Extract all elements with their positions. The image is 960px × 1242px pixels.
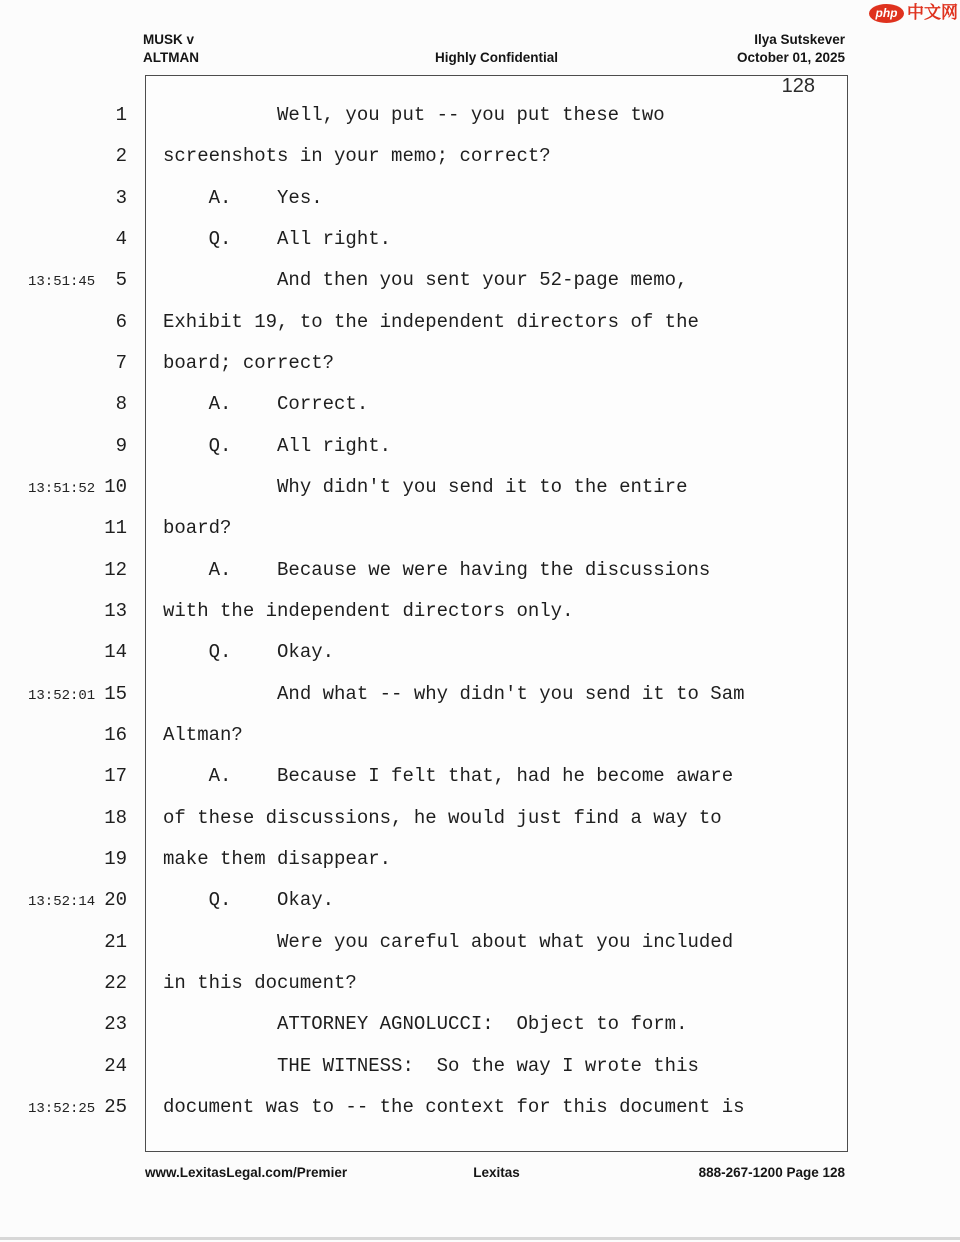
line-number: 11 [104,517,127,540]
line-text: Exhibit 19, to the independent directors of the [163,310,699,333]
transcript-line [0,967,848,1008]
line-text: document was to -- the context for this document is [163,1095,745,1118]
transcript-line [0,264,848,305]
transcript-page-number: 128 [781,75,815,97]
confidentiality-label: Highly Confidential [435,50,558,65]
transcript-line [0,182,848,223]
transcript-line [0,347,848,388]
footer-url: www.LexitasLegal.com/Premier [145,1165,348,1180]
line-text: of these discussions, he would just find a way to [163,806,722,829]
line-number: 8 [115,393,127,416]
line-text: Why didn't you send it to the entire [163,475,688,498]
line-number: 10 [104,475,127,498]
transcript-line [0,554,848,595]
line-number: 19 [104,847,127,870]
line-text: A. Because we were having the discussions [163,558,711,581]
transcript-line [0,678,848,719]
line-number: 9 [115,434,127,457]
line-text: board; correct? [163,351,335,374]
line-number: 4 [115,227,127,250]
line-text: screenshots in your memo; correct? [163,145,551,168]
line-text: with the independent directors only. [163,599,574,622]
transcript-line [0,430,848,471]
php-logo-badge-text: php [875,6,898,20]
bottom-divider [0,1237,960,1240]
line-number: 14 [104,641,127,664]
transcript-line [0,719,848,760]
line-text: ATTORNEY AGNOLUCCI: Object to form. [163,1013,688,1036]
php-logo-badge-icon [869,4,904,23]
line-text: And then you sent your 52-page memo, [163,269,688,292]
line-text: THE WITNESS: So the way I wrote this [163,1054,699,1077]
transcript-line [0,1050,848,1091]
transcript-line [0,595,848,636]
line-number: 15 [104,682,127,705]
case-name-line1: MUSK v [143,32,195,47]
line-number: 18 [104,806,127,829]
footer-phone-page: 888-267-1200 Page 128 [698,1165,845,1180]
timestamp: 13:51:52 [28,480,96,497]
line-text: A. Because I felt that, had he become aware [163,765,734,788]
timestamp: 13:51:45 [28,274,96,291]
deposition-date: October 01, 2025 [736,50,845,65]
line-text: board? [163,517,232,540]
line-text: A. Yes. [163,186,323,209]
line-text: Altman? [163,723,243,746]
transcript-line [0,140,848,181]
line-number: 16 [104,723,127,746]
line-number: 5 [115,269,127,292]
transcript-line [0,1008,848,1049]
transcript-line [0,99,848,140]
timestamp: 13:52:01 [28,687,96,704]
line-number: 17 [104,765,127,788]
transcript-line [0,760,848,801]
timestamp: 13:52:14 [28,894,96,911]
line-text: Were you careful about what you included [163,930,734,953]
line-number: 13 [104,599,127,622]
line-text: Q. All right. [163,227,392,250]
line-number: 6 [115,310,127,333]
transcript-line [0,802,848,843]
line-number: 3 [115,186,127,209]
timestamp: 13:52:25 [28,1100,96,1117]
transcript-line [0,926,848,967]
php-cn-logo-text: 中文网 [907,3,958,22]
line-text: A. Correct. [163,393,369,416]
transcript-line [0,1091,848,1132]
line-number: 7 [115,351,127,374]
line-number: 2 [115,145,127,168]
footer-company: Lexitas [473,1165,520,1180]
line-text: Q. Okay. [163,641,335,664]
transcript-line [0,512,848,553]
transcript-line [0,388,848,429]
line-number: 23 [104,1013,127,1036]
line-number: 25 [104,1095,127,1118]
line-text: in this document? [163,971,357,994]
transcript-line [0,471,848,512]
line-text: Well, you put -- you put these two [163,104,665,126]
line-number: 22 [104,971,127,994]
deponent-name: Ilya Sutskever [754,32,845,47]
line-number: 1 [115,104,127,126]
php-cn-logo [869,3,958,23]
line-number: 21 [104,930,127,953]
line-number: 20 [104,889,127,912]
line-text: Q. Okay. [163,889,335,912]
transcript-line [0,843,848,884]
transcript-line [0,306,848,347]
transcript-line [0,223,848,264]
line-number: 24 [104,1054,127,1077]
line-text: make them disappear. [163,847,392,870]
line-text: And what -- why didn't you send it to Sam [163,682,745,705]
case-name-line2: ALTMAN [143,50,199,65]
header-deponent-info [737,31,845,67]
line-number: 12 [104,558,127,581]
transcript-line [0,636,848,677]
transcript-line [0,884,848,925]
line-text: Q. All right. [163,434,392,457]
transcript-lines [0,99,848,1132]
